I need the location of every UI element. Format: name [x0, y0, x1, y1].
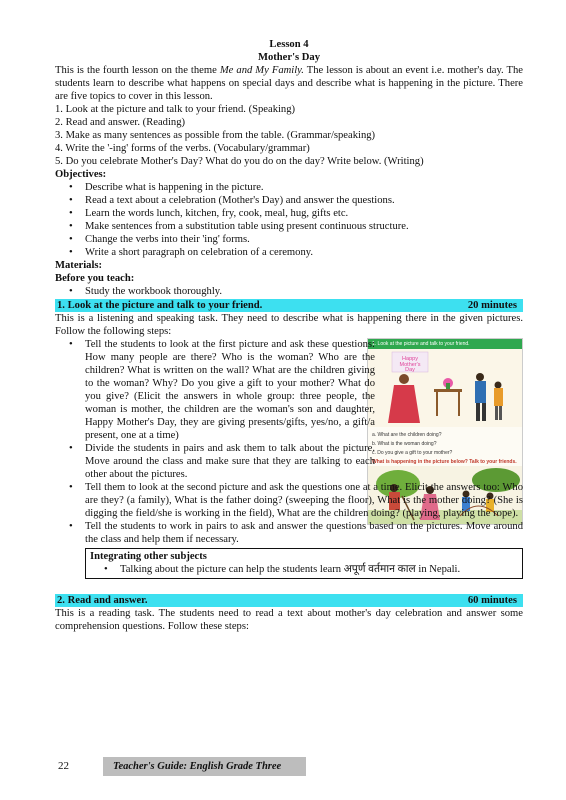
- mothers-day-illustration: [368, 349, 522, 427]
- topic-item: 1. Look at the picture and talk to your friend. (Speaking): [55, 104, 296, 115]
- objective-item: • Write a short paragraph on celebration of a ceremony.: [67, 246, 523, 259]
- objective-item: • Learn the words lunch, kitchen, fry, cook, meal, hug, gifts etc.: [67, 207, 523, 220]
- objective-item: • Read a text about a celebration (Mother's Day) and answer the questions.: [67, 194, 523, 207]
- before-item: • Study the workbook thoroughly.: [67, 285, 523, 298]
- section1-title: 1. Look at the picture and talk to your friend.: [57, 300, 263, 311]
- step-item: [67, 481, 523, 520]
- intro-theme: Me and My Family.: [219, 65, 304, 76]
- integrating-item: • Talking about the picture can help the students learn अपूर्ण वर्तमान काल in Nepali.: [102, 563, 518, 576]
- topic-item: 2. Read and answer. (Reading): [55, 117, 186, 128]
- figure-question: b. What is the woman doing?: [372, 441, 437, 447]
- wall-text: Happy: [402, 356, 418, 362]
- svg-text:Mother's: Mother's: [399, 362, 421, 368]
- topic-item: 3. Make as many sentences as possible from the table. (Grammar/speaking): [55, 130, 376, 141]
- section1-steps-wrap: [55, 338, 523, 546]
- materials-heading: Materials:: [55, 260, 103, 271]
- objectives-heading: Objectives:: [55, 169, 107, 180]
- footer-book-title: Teacher's Guide: English Grade Three: [103, 757, 306, 776]
- lesson-title: Lesson 4: [269, 39, 309, 50]
- integrating-heading: Integrating other subjects: [90, 551, 207, 562]
- step-text: • Tell them to look at the second picture and ask the questions one at a time. Elicit the answers too: Who are they? (a family), What is the father doing? (sweeping the floor), What is the mother doing? (She is digging the field/she is working in the field), What are the children doing? (playing, playing the rope).: [85, 482, 523, 519]
- objective-item: • Change the verbs into their 'ing' forms.: [67, 233, 523, 246]
- integrating-box: [85, 548, 523, 579]
- section2-title: 2. Read and answer.: [57, 595, 148, 606]
- topic-item: 5. Do you celebrate Mother's Day? What do you do on the day? Write below. (Writing): [55, 156, 424, 167]
- section1-time: 20 minutes: [467, 300, 517, 311]
- step-item: • Tell the students to work in pairs to ask and answer the questions based on the pictures. Move around the class and help them if necessary.: [67, 520, 523, 546]
- section1-intro: This is a listening and speaking task. They need to describe what is happening there in the given pictures. Follow the following steps:: [55, 313, 523, 337]
- svg-text:Day: Day: [405, 367, 415, 373]
- intro-paragraph: [55, 64, 523, 103]
- before-heading: Before you teach:: [55, 273, 135, 284]
- section1-heading-bar: [55, 299, 523, 312]
- figure-prompt: What is happening in the picture below? Talk to your friends.: [372, 459, 517, 465]
- objectives-list: [55, 181, 523, 259]
- figure-header: 1. Look at the picture and talk to your friend.: [368, 339, 522, 349]
- integrating-list: [90, 563, 518, 576]
- intro-text-b: The lesson is about an event i.e. mother's day. The students learn to describe what happens on special days and describe what is happening in the picture. There are five topics to cover in this lesson.: [55, 65, 523, 102]
- figure-question: a. What are the children doing?: [372, 432, 442, 438]
- lesson-subtitle: Mother's Day: [257, 52, 321, 63]
- section2-time: 60 minutes: [467, 595, 517, 606]
- figure-question: c. Do you give a gift to your mother?: [372, 450, 453, 456]
- step-item: • Tell the students to look at the first picture and ask these questions: How many people are there? Who is the woman? Who are the children? What is written on the wall? What are the children giving to the woman? Why? Do you give a gift to your mother? What do you give? (Elicit the answers in whole group: three people, the woman is mother, the children are the woman's son and daughter, Happy Mother's Day, they are giving presents/gifts, yes/no, a gift/a present, one at a time): [67, 338, 375, 442]
- step-item: • Divide the students in pairs and ask them to talk about the picture. Move around the class and make sure that they are talking to each other about the pictures.: [67, 442, 375, 481]
- objective-item: • Make sentences from a substitution table using present continuous structure.: [67, 220, 523, 233]
- page-body: [55, 38, 523, 633]
- section2-intro: This is a reading task. The students need to read a text about mother's day celebration and answer some comprehension questions. Follow these steps:: [55, 608, 523, 632]
- objective-item: • Describe what is happening in the picture.: [67, 181, 523, 194]
- intro-text-a: This is the fourth lesson on the theme: [55, 65, 220, 76]
- topics-list: [55, 103, 523, 168]
- section2-heading-bar: [55, 594, 523, 607]
- before-list: [55, 285, 523, 298]
- topic-item: 4. Write the '-ing' forms of the verbs. (Vocabulary/grammar): [55, 143, 310, 154]
- page-number: 22: [58, 760, 69, 772]
